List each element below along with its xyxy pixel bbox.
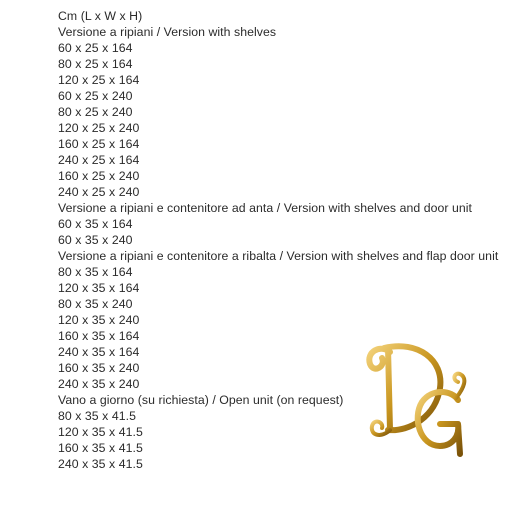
dimension-item: 80 x 35 x 41.5 [58, 409, 136, 423]
dimension-item: 240 x 25 x 164 [58, 153, 140, 167]
dimension-item: 160 x 35 x 41.5 [58, 441, 143, 455]
dimension-item: 80 x 25 x 164 [58, 57, 133, 71]
dimension-item: 120 x 35 x 240 [58, 313, 140, 327]
dimension-item: 60 x 25 x 240 [58, 89, 133, 103]
dimension-item: 80 x 35 x 240 [58, 297, 133, 311]
dimension-item: 240 x 35 x 164 [58, 345, 140, 359]
dg-monogram-icon [360, 338, 472, 458]
section-heading-shelves: Versione a ripiani / Version with shelves [58, 25, 277, 39]
dimension-item: 160 x 35 x 240 [58, 361, 140, 375]
dimension-item: 120 x 25 x 240 [58, 121, 140, 135]
dimension-item: 160 x 25 x 240 [58, 169, 140, 183]
dimension-item: 60 x 35 x 164 [58, 217, 133, 231]
monogram-d-stroke [369, 346, 440, 430]
dimension-item: 240 x 35 x 240 [58, 377, 140, 391]
dimension-item: 60 x 25 x 164 [58, 41, 133, 55]
section-heading-open-unit: Vano a giorno (su richiesta) / Open unit (on request) [58, 393, 344, 407]
dimension-item: 160 x 25 x 164 [58, 137, 140, 151]
dimension-item: 120 x 35 x 164 [58, 281, 140, 295]
dimension-item: 80 x 35 x 164 [58, 265, 133, 279]
dimension-item: 120 x 25 x 164 [58, 73, 140, 87]
dimensions-unit-header: Cm (L x W x H) [58, 9, 143, 23]
dimension-item: 240 x 35 x 41.5 [58, 457, 143, 471]
dimension-item: 160 x 35 x 164 [58, 329, 140, 343]
dimension-item: 80 x 25 x 240 [58, 105, 133, 119]
dimension-item: 120 x 35 x 41.5 [58, 425, 143, 439]
section-heading-flap-door-unit: Versione a ripiani e contenitore a ribalta / Version with shelves and flap door unit [58, 249, 499, 263]
dimension-item: 240 x 25 x 240 [58, 185, 140, 199]
section-heading-door-unit: Versione a ripiani e contenitore ad anta / Version with shelves and door unit [58, 201, 473, 215]
dimension-item: 60 x 35 x 240 [58, 233, 133, 247]
